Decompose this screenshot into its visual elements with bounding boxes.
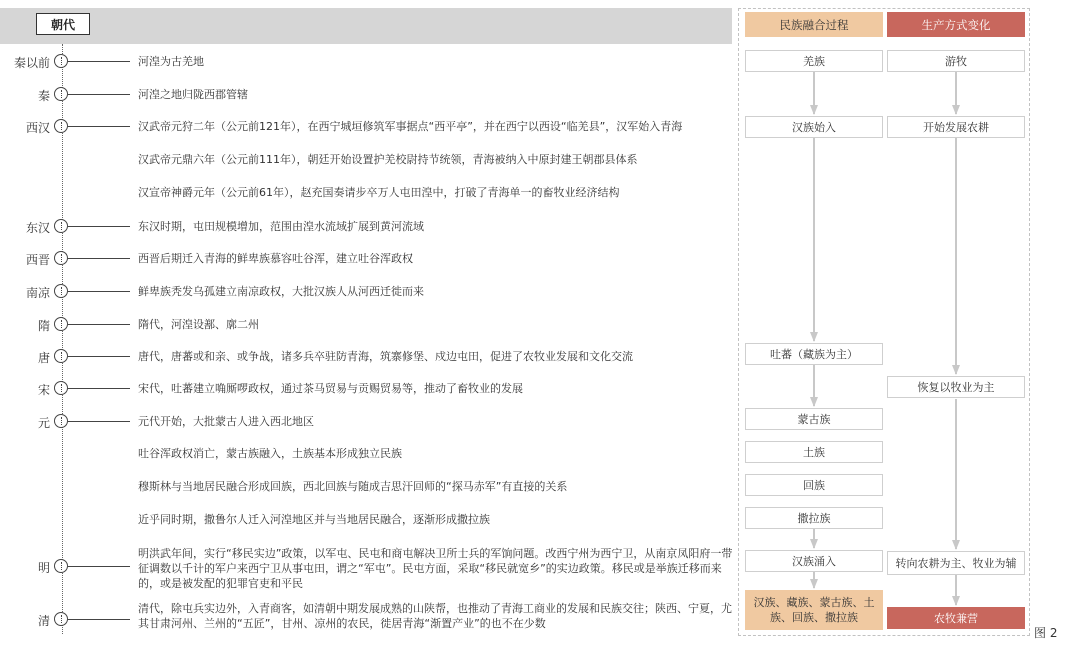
figure-caption: 图 2 [1034, 626, 1058, 640]
era-label: 元 [37, 416, 50, 430]
production-step: 开始发展农耕 [887, 116, 1025, 138]
event-text: 元代开始，大批蒙古人进入西北地区 [138, 415, 314, 428]
dynasty-column-title: 朝代 [36, 13, 90, 35]
fusion-step: 土族 [745, 441, 883, 463]
event-text: 穆斯林与当地居民融合形成回族，西北回族与随成吉思汗回师的“探马赤军”有直接的关系 [138, 480, 568, 493]
event-text: 西晋后期迁入青海的鲜卑族慕容吐谷浑，建立吐谷浑政权 [138, 252, 413, 265]
event-text: 鲜卑族秃发乌孤建立南凉政权，大批汉族人从河西迁徙而来 [138, 285, 424, 298]
fusion-step: 汉族始入 [745, 116, 883, 138]
era-label: 宋 [37, 383, 50, 397]
fusion-step: 吐蕃（藏族为主） [745, 343, 883, 365]
event-text: 汉武帝元狩二年（公元前121年），在西宁城垣修筑军事据点“西平亭”，并在西宁以西设“临羌县”，汉军始入青海 [138, 120, 683, 133]
production-column-header: 生产方式变化 [887, 12, 1025, 37]
event-text: 近乎同时期，撒鲁尔人迁入河湟地区并与当地居民融合，逐渐形成撒拉族 [138, 513, 490, 526]
production-step: 恢复以牧业为主 [887, 376, 1025, 398]
era-label: 清 [37, 614, 50, 628]
era-label: 南凉 [25, 286, 50, 300]
era-label: 西晋 [25, 253, 50, 267]
era-label: 西汉 [25, 121, 50, 135]
production-step: 游牧 [887, 50, 1025, 72]
event-text: 唐代，唐蕃或和亲、或争战，诸多兵卒驻防青海，筑寨修堡、戍边屯田，促进了农牧业发展和文化交流 [138, 350, 633, 363]
event-text: 汉武帝元鼎六年（公元前111年），朝廷开始设置护羌校尉持节统领，青海被纳入中原封建王朝郡县体系 [138, 153, 638, 166]
event-text: 明洪武年间，实行“移民实边”政策，以军屯、民屯和商屯解决卫所士兵的军饷问题。改西宁州为西宁卫，从南京凤阳府一带征调数以千计的军户来西宁卫从事屯田，谓之“军屯”。民屯方面，采取“移民就宽乡”的实边政策。移民或是举族迁移而来的，或是被发配的犯罪官吏和平民 [138, 547, 733, 590]
fusion-column-header: 民族融合过程 [745, 12, 883, 37]
production-step: 转向农耕为主、牧业为辅 [887, 551, 1025, 575]
era-label: 东汉 [25, 221, 50, 235]
era-label: 唐 [37, 351, 50, 365]
event-text: 隋代，河湟设鄯、廓二州 [138, 318, 259, 331]
event-text: 东汉时期，屯田规模增加，范围由湟水流域扩展到黄河流域 [138, 220, 424, 233]
fusion-step: 蒙古族 [745, 408, 883, 430]
fusion-result: 汉族、藏族、蒙古族、土族、回族、撒拉族 [745, 590, 883, 630]
era-label: 隋 [37, 319, 50, 333]
event-text: 河湟为古羌地 [138, 55, 204, 68]
era-label: 明 [37, 561, 50, 575]
production-result: 农牧兼营 [887, 607, 1025, 629]
event-text: 清代，除屯兵实边外，入青商客，如清朝中期发展成熟的山陕帮，也推动了青海工商业的发展和民族交往；陕西、宁夏，尤其甘肃河州、兰州的“五匠”，甘州、凉州的农民，徙居青海“渐置产业”的也不在少数 [138, 602, 732, 630]
fusion-step: 撒拉族 [745, 507, 883, 529]
event-text: 河湟之地归陇西郡管辖 [138, 88, 248, 101]
event-text: 汉宣帝神爵元年（公元前61年），赵充国奏请步卒万人屯田湟中，打破了青海单一的畜牧业经济结构 [138, 186, 620, 199]
era-label: 秦以前 [13, 56, 50, 70]
era-label: 秦 [37, 89, 50, 103]
event-text: 吐谷浑政权消亡，蒙古族融入，土族基本形成独立民族 [138, 447, 402, 460]
fusion-step: 回族 [745, 474, 883, 496]
event-text: 宋代，吐蕃建立唃厮啰政权，通过茶马贸易与贡赐贸易等，推动了畜牧业的发展 [138, 382, 523, 395]
fusion-step: 羌族 [745, 50, 883, 72]
fusion-step: 汉族涌入 [745, 550, 883, 572]
